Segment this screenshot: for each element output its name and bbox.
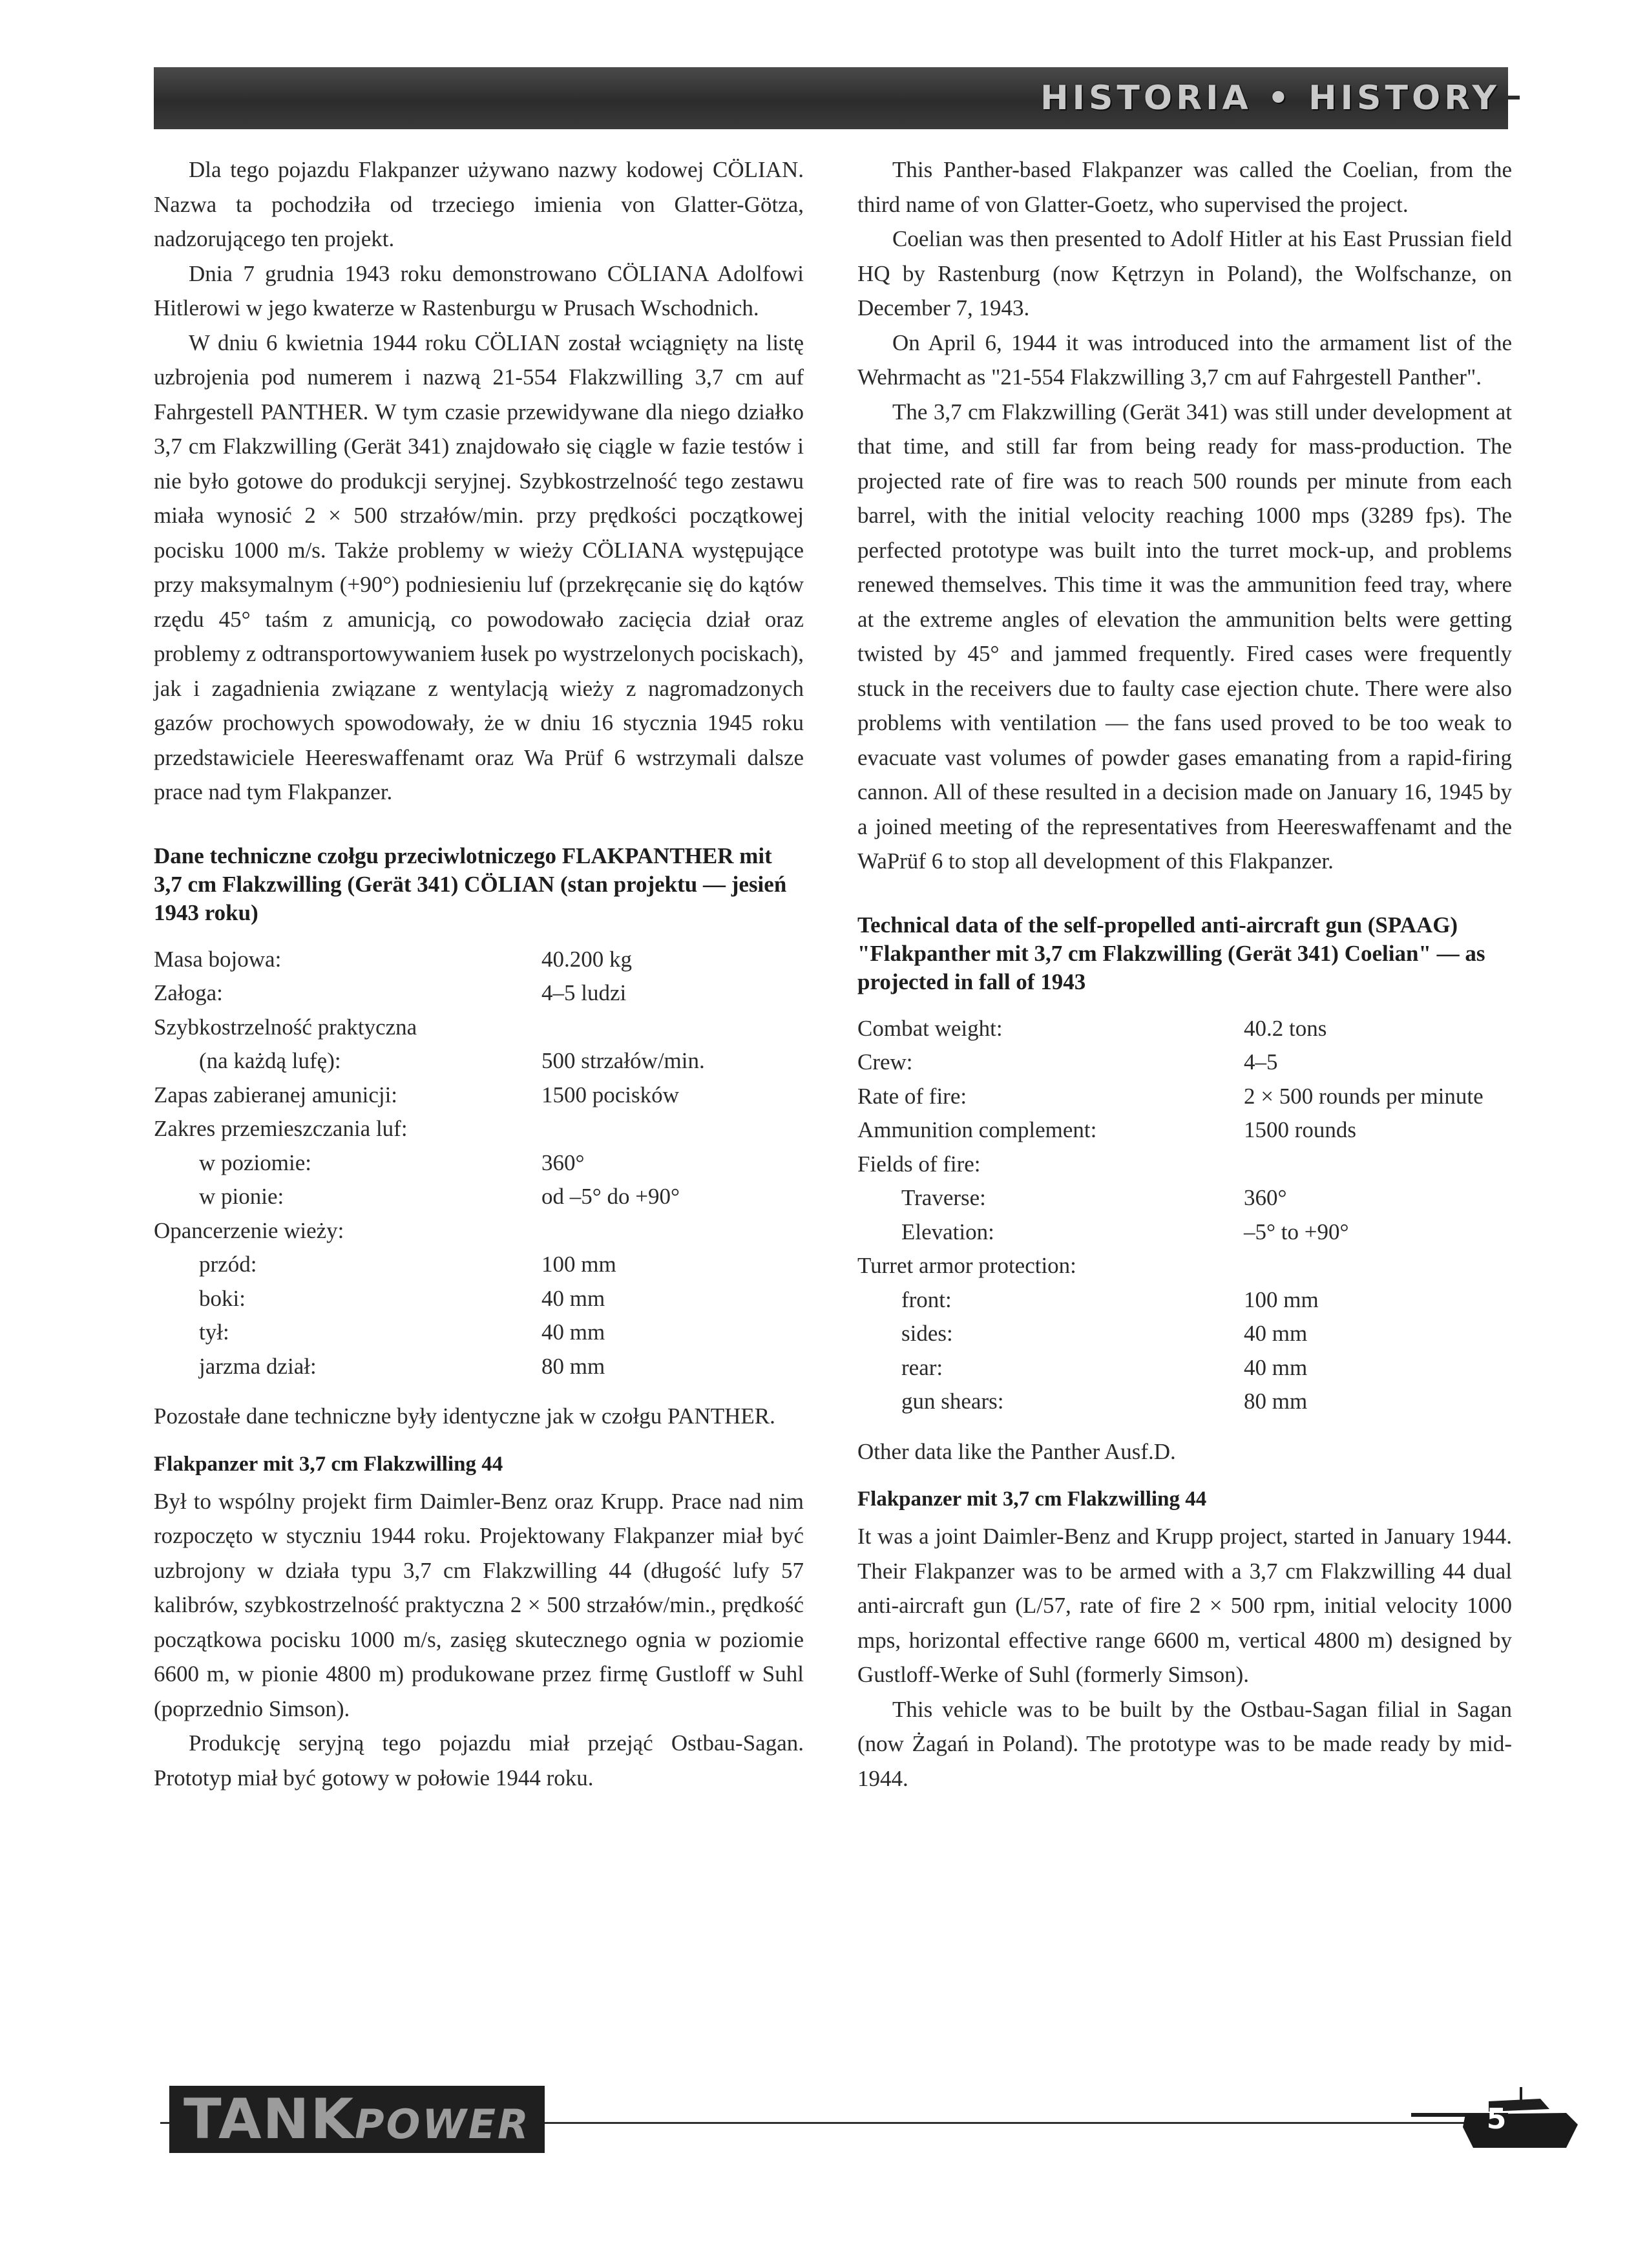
spec-row <box>154 1112 804 1146</box>
left-paragraph-6: Produkcję seryjną tego pojazdu miał przejąć Ostbau-Sagan. Prototyp miał być gotowy w połowie 1944 roku. <box>154 1730 804 1790</box>
section-title: HISTORIA • HISTORY <box>1040 79 1500 118</box>
spec-row <box>154 1248 804 1282</box>
tankpower-logo <box>169 2086 545 2153</box>
spec-row <box>154 976 804 1011</box>
spec-label: tył: <box>199 1319 229 1345</box>
spec-label: Zakres przemieszczania luf: <box>154 1116 408 1141</box>
spec-row <box>857 1283 1512 1318</box>
spec-row <box>154 1282 804 1316</box>
spec-label: Elevation: <box>901 1219 994 1244</box>
spec-value: 1500 pocisków <box>541 1082 679 1108</box>
spec-row <box>857 1181 1512 1215</box>
spec-label: Turret armor protection: <box>857 1253 1076 1278</box>
spec-value: 100 mm <box>541 1252 616 1277</box>
right-paragraph-4: The 3,7 cm Flakzwilling (Gerät 341) was still under development at that time, and still far from being ready for mass-production. The projected rate of fire was to reach 500 rounds per minute from each barrel, with the initial velocity reaching 1000 mps (3289 fps). The perfected prototype was built into the turret mock-up, and problems renewed themselves. This time it was the ammunition feed tray, where at the extreme angles of elevation the ammunition belts were getting twisted by 45° and jammed frequently. Fired cases were frequently stuck in the receivers due to faulty case ejection chute. There were also problems with ventilation — the fans used proved to be too weak to evacuate vast volumes of powder gases emanating from a rapid-firing cannon. All of these resulted in a decision made on January 16, 1945 by a joined meeting of the representatives from Heereswaffenamt and the WaPrüf 6 to stop all development of this Flakpanzer. <box>857 399 1512 874</box>
spec-label: Rate of fire: <box>857 1083 967 1109</box>
spec-value <box>541 1112 804 1146</box>
right-paragraph-5: Other data like the Panther Ausf.D. <box>857 1438 1176 1464</box>
spec-label: jarzma dział: <box>199 1353 317 1379</box>
spec-label: front: <box>901 1286 952 1312</box>
spec-value: 40 mm <box>541 1319 605 1345</box>
spec-row <box>154 1350 804 1384</box>
spec-value: 40 mm <box>1244 1321 1308 1346</box>
spec-row <box>857 1148 1512 1182</box>
right-paragraph-3: On April 6, 1944 it was introduced into the armament list of the Wehrmacht as "21-554 Flakzwilling 3,7 cm auf Fahrgestell Panther". <box>857 330 1512 390</box>
spec-value: –5° to +90° <box>1244 1219 1349 1244</box>
spec-label: Zapas zabieranej amunicji: <box>154 1082 398 1108</box>
spec-label: Combat weight: <box>857 1015 1003 1041</box>
spec-label: Opancerzenie wieży: <box>154 1217 344 1243</box>
left-paragraph-1: Dla tego pojazdu Flakpanzer używano nazwy kodowej CÖLIAN. Nazwa ta pochodziła od trzeciego imienia von Glatter-Götza, nadzorującego ten projekt. <box>154 157 804 251</box>
spec-label: Crew: <box>857 1049 913 1075</box>
spec-label: sides: <box>901 1321 953 1346</box>
spec-row <box>154 1180 804 1214</box>
spec-value: 1500 rounds <box>1244 1117 1357 1142</box>
spec-label: Załoga: <box>154 980 223 1005</box>
spec-row <box>154 1214 804 1248</box>
spec-label: przód: <box>199 1252 257 1277</box>
spec-row <box>857 1215 1512 1250</box>
spec-row <box>857 1113 1512 1148</box>
left-subheading: Flakpanzer mit 3,7 cm Flakzwilling 44 <box>154 1452 503 1476</box>
spec-label: boki: <box>199 1285 246 1311</box>
spec-value: od –5° do +90° <box>541 1184 680 1209</box>
spec-value: 360° <box>1244 1185 1287 1210</box>
spec-label: Traverse: <box>901 1185 986 1210</box>
spec-label: Masa bojowa: <box>154 946 282 972</box>
spec-row <box>154 943 804 977</box>
spec-label: w pionie: <box>199 1184 284 1209</box>
spec-row <box>154 1146 804 1181</box>
spec-row <box>857 1351 1512 1385</box>
left-column-polish <box>154 152 804 1795</box>
spec-label: Ammunition complement: <box>857 1117 1097 1142</box>
spec-value: 40.2 tons <box>1244 1015 1327 1041</box>
right-column-english <box>857 152 1512 1796</box>
spec-label: Szybkostrzelność praktyczna <box>154 1014 417 1040</box>
spec-label: rear: <box>901 1354 943 1380</box>
spec-label: Fields of fire: <box>857 1151 981 1177</box>
page-number: 5 <box>1486 2103 1507 2136</box>
spec-label: (na każdą lufę): <box>199 1048 341 1073</box>
spec-row <box>154 1316 804 1350</box>
spec-row <box>154 1078 804 1113</box>
spec-value <box>1244 1249 1512 1283</box>
spec-row <box>857 1012 1512 1046</box>
spec-value: 40 mm <box>541 1285 605 1311</box>
left-paragraph-3: W dniu 6 kwietnia 1944 roku CÖLIAN został wciągnięty na listę uzbrojenia pod numerem i nazwą 21-554 Flakzwilling 3,7 cm auf Fahrgestell PANTHER. W tym czasie przewidywane dla niego działko 3,7 cm Flakzwilling (Gerät 341) znajdowało się ciągle w fazie testów i nie było gotowe do produkcji seryjnej. Szybkostrzelność tego zestawu miała wynosić 2 × 500 strzałów/min. przy prędkości początkowej pocisku 1000 m/s. Także problemy w wieży CÖLIANA występujące przy maksymalnym (+90°) podniesieniu luf (przekręcanie się do kątów rzędu 45° taśm z amunicją, co powodowało zacięcia dział oraz problemy z odtransportowywaniem łusek po wystrzelonych pociskach), jak i zagadnienia związane z wentylacją wieży z nagromadzonych gazów prochowych spowodowały, że w dniu 16 stycznia 1945 roku przedstawiciele Heereswaffenamt oraz Wa Prüf 6 wstrzymali dalsze prace nad tym Flakpanzer. <box>154 330 804 804</box>
right-spec-table <box>857 1012 1512 1419</box>
left-specs-heading: Dane techniczne czołgu przeciwlotniczego FLAKPANTHER mit 3,7 cm Flakzwilling (Gerät 341) CÖLIAN (stan projektu — jesień 1943 roku) <box>154 843 787 925</box>
spec-row <box>857 1317 1512 1351</box>
right-specs-heading: Technical data of the self-propelled anti-aircraft gun (SPAAG) "Flakpanther mit 3,7 cm Flakzwilling (Gerät 341) Coelian" — as projected in fall of 1943 <box>857 912 1485 994</box>
spec-value <box>1244 1148 1512 1182</box>
spec-value: 100 mm <box>1244 1286 1319 1312</box>
logo-sub-text: POWER <box>355 2101 530 2148</box>
spec-row <box>857 1045 1512 1080</box>
spec-row <box>154 1011 804 1045</box>
spec-value: 4–5 <box>1244 1049 1278 1075</box>
spec-value: 40.200 kg <box>541 946 632 972</box>
spec-row <box>857 1249 1512 1283</box>
left-paragraph-4: Pozostałe dane techniczne były identyczne jak w czołgu PANTHER. <box>154 1403 775 1429</box>
spec-value: 80 mm <box>1244 1389 1308 1414</box>
right-paragraph-1: This Panther-based Flakpanzer was called the Coelian, from the third name of von Glatter-Goetz, who supervised the project. <box>857 157 1512 217</box>
spec-value: 4–5 ludzi <box>541 980 627 1005</box>
right-subheading: Flakpanzer mit 3,7 cm Flakzwilling 44 <box>857 1487 1207 1511</box>
spec-row <box>857 1385 1512 1419</box>
spec-value <box>541 1214 804 1248</box>
right-paragraph-2: Coelian was then presented to Adolf Hitler at his East Prussian field HQ by Rastenburg (now Kętrzyn in Poland), the Wolfschanze, on December 7, 1943. <box>857 226 1512 320</box>
logo-main-text: TANK <box>184 2087 355 2152</box>
spec-label: w poziomie: <box>199 1150 311 1175</box>
left-paragraph-2: Dnia 7 grudnia 1943 roku demonstrowano CÖLIANA Adolfowi Hitlerowi w jego kwaterze w Rastenburgu w Prusach Wschodnich. <box>154 260 804 320</box>
spec-value: 40 mm <box>1244 1354 1308 1380</box>
right-paragraph-7: This vehicle was to be built by the Ostbau-Sagan filial in Sagan (now Żagań in Poland). The prototype was to be made ready by mid-1944. <box>857 1696 1512 1791</box>
spec-row <box>154 1044 804 1078</box>
header-tick <box>1508 96 1520 100</box>
spec-value: 2 × 500 rounds per minute <box>1244 1083 1484 1109</box>
spec-value: 80 mm <box>541 1353 605 1379</box>
left-paragraph-5: Był to wspólny projekt firm Daimler-Benz oraz Krupp. Prace nad nim rozpoczęto w styczniu 1944 roku. Projektowany Flakpanzer miał być uzbrojony w działa typu 3,7 cm Flakzwilling 44 (długość lufy 57 kalibrów, szybkostrzelność praktyczna 2 × 500 strzałów/min., prędkość początkowa pocisku 1000 m/s, zasięg skutecznego ognia w poziomie 6600 m, w pionie 4800 m) produkowane przez firmę Gustloff w Suhl (poprzednio Simson). <box>154 1488 804 1721</box>
spec-value: 360° <box>541 1150 585 1175</box>
spec-label: gun shears: <box>901 1389 1004 1414</box>
spec-row <box>857 1080 1512 1114</box>
spec-value <box>541 1011 804 1045</box>
left-spec-table <box>154 943 804 1384</box>
spec-value: 500 strzałów/min. <box>541 1048 705 1073</box>
right-paragraph-6: It was a joint Daimler-Benz and Krupp project, started in January 1944. Their Flakpanzer was to be armed with a 3,7 cm Flakzwilling 44 dual anti-aircraft gun (L/57, rate of fire 2 × 500 rpm, initial velocity 1000 mps, horizontal effective range 6600 m, vertical 4800 m) designed by Gustloff-Werke of Suhl (formerly Simson). <box>857 1524 1512 1687</box>
